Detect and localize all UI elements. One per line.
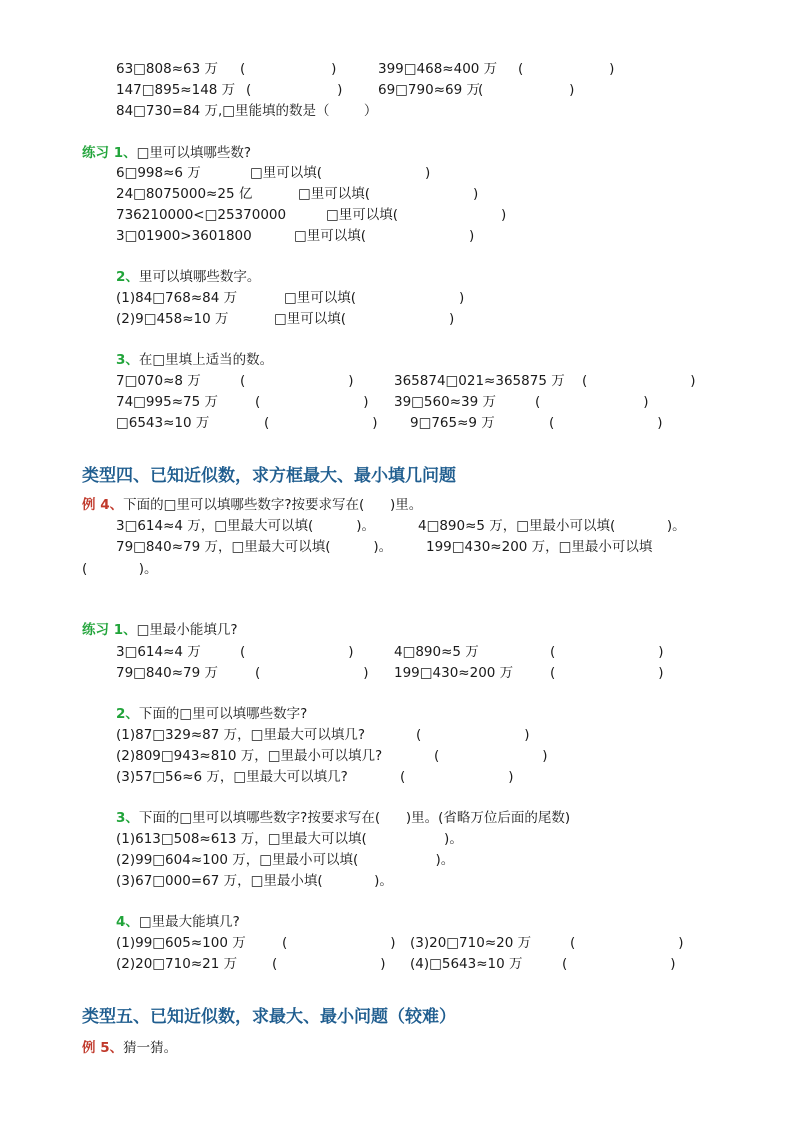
problem-text: 24□8075000≈25 亿 bbox=[116, 186, 253, 202]
exercise-label: 3、 bbox=[116, 810, 139, 826]
exercise-label: 2、 bbox=[116, 706, 139, 722]
exercise-title: □里最小能填几? bbox=[136, 622, 238, 638]
problem-text: (3)20□710≈20 万 bbox=[410, 935, 532, 951]
problem-text: 74□995≈75 万 bbox=[116, 394, 218, 410]
example-title: 下面的□里可以填哪些数字?按要求写在( )里。 bbox=[123, 497, 423, 513]
problem-text: (1)87□329≈87 万，□里最大可以填几? bbox=[116, 727, 366, 743]
problem-text: 4□890≈5 万，□里最小可以填( )。 bbox=[418, 518, 686, 534]
exercise-label: 练习 1、 bbox=[82, 145, 137, 161]
exercise-header bbox=[116, 809, 570, 827]
problem-text: (1)99□605≈100 万 bbox=[116, 935, 246, 951]
exercise-label: 4、 bbox=[116, 914, 139, 930]
exercise-header bbox=[116, 351, 273, 369]
example-header bbox=[82, 1039, 177, 1057]
exercise-label: 练习 1、 bbox=[82, 622, 137, 638]
answer-blank[interactable]: ( ) bbox=[240, 644, 354, 660]
problem-text: 3□01900>3601800 bbox=[116, 228, 252, 244]
exercise-title: 里可以填哪些数字。 bbox=[138, 269, 261, 285]
answer-blank[interactable]: ( ) bbox=[549, 415, 663, 431]
answer-blank[interactable]: ( ) bbox=[478, 82, 575, 98]
problem-text: 147□895≈148 万 bbox=[116, 82, 236, 98]
exercise-title: □里可以填哪些数? bbox=[136, 145, 252, 161]
problem-text: 69□790≈69 万 bbox=[378, 82, 480, 98]
answer-blank[interactable]: ( ) bbox=[282, 935, 396, 951]
answer-blank[interactable]: □里可以填( ) bbox=[294, 228, 475, 244]
exercise-title: 下面的□里可以填哪些数字?按要求写在( )里。(省略万位后面的尾数) bbox=[138, 810, 571, 826]
answer-blank[interactable]: ( ) bbox=[264, 415, 378, 431]
problem-text: 4□890≈5 万 bbox=[394, 644, 479, 660]
answer-blank[interactable]: ( ) bbox=[246, 82, 343, 98]
problem-text: 79□840≈79 万，□里最大可以填( )。 bbox=[116, 539, 393, 555]
problem-text: 3□614≈4 万 bbox=[116, 644, 201, 660]
problem-text: 39□560≈39 万 bbox=[394, 394, 496, 410]
answer-blank[interactable]: ( ) bbox=[240, 61, 337, 77]
problem-text: □6543≈10 万 bbox=[116, 415, 210, 431]
problem-text: 7□070≈8 万 bbox=[116, 373, 201, 389]
exercise-title: □里最大能填几? bbox=[138, 914, 240, 930]
exercise-header bbox=[82, 621, 238, 639]
section-heading: 类型五、已知近似数，求最大、最小问题（较难） bbox=[82, 1007, 456, 1027]
problem-text: 79□840≈79 万 bbox=[116, 665, 218, 681]
problem-text: 199□430≈200 万，□里最小可以填 bbox=[426, 539, 653, 555]
answer-blank[interactable]: ( ) bbox=[400, 769, 514, 785]
answer-blank[interactable]: ( )。 bbox=[82, 561, 158, 577]
exercise-header bbox=[116, 268, 260, 286]
problem-text: (3)67□000=67 万，□里最小填( )。 bbox=[116, 873, 393, 889]
answer-blank[interactable]: ( ) bbox=[240, 373, 354, 389]
answer-blank[interactable]: □里可以填( ) bbox=[298, 186, 479, 202]
answer-blank[interactable]: ( ) bbox=[535, 394, 649, 410]
answer-blank[interactable]: ( ) bbox=[550, 644, 664, 660]
example-title: 猜一猜。 bbox=[123, 1040, 178, 1056]
problem-text: 9□765≈9 万 bbox=[410, 415, 495, 431]
problem-text: (1)613□508≈613 万，□里最大可以填( )。 bbox=[116, 831, 463, 847]
answer-blank[interactable]: ( ) bbox=[582, 373, 696, 389]
answer-blank[interactable]: □里可以填( ) bbox=[274, 311, 455, 327]
exercise-header bbox=[82, 144, 251, 162]
exercise-header bbox=[116, 705, 307, 723]
problem-text: 3□614≈4 万，□里最大可以填( )。 bbox=[116, 518, 376, 534]
problem-text: (2)9□458≈10 万 bbox=[116, 311, 229, 327]
exercise-label: 2、 bbox=[116, 269, 139, 285]
problem-text: 199□430≈200 万 bbox=[394, 665, 514, 681]
exercise-title: 在□里填上适当的数。 bbox=[138, 352, 274, 368]
exercise-label: 3、 bbox=[116, 352, 139, 368]
problem-text: (4)□5643≈10 万 bbox=[410, 956, 523, 972]
example-label: 例 4、 bbox=[82, 497, 124, 513]
answer-blank[interactable]: □里可以填( ) bbox=[284, 290, 465, 306]
example-label: 例 5、 bbox=[82, 1040, 124, 1056]
problem-text: 365874□021≈365875 万 bbox=[394, 373, 565, 389]
answer-blank[interactable]: ( ) bbox=[255, 665, 369, 681]
problem-text: (3)57□56≈6 万，□里最大可以填几? bbox=[116, 769, 348, 785]
exercise-title: 下面的□里可以填哪些数字? bbox=[138, 706, 308, 722]
answer-blank[interactable]: □里可以填( ) bbox=[250, 165, 431, 181]
answer-blank[interactable]: ( ) bbox=[434, 748, 548, 764]
problem-text: 63□808≈63 万 bbox=[116, 61, 218, 77]
problem-text: 84□730=84 万,□里能填的数是（ ） bbox=[116, 103, 378, 119]
answer-blank[interactable]: ( ) bbox=[570, 935, 684, 951]
answer-blank[interactable]: ( ) bbox=[550, 665, 664, 681]
problem-text: (2)809□943≈810 万，□里最小可以填几? bbox=[116, 748, 383, 764]
exercise-header bbox=[116, 913, 240, 931]
problem-text: 736210000<□25370000 bbox=[116, 207, 287, 223]
problem-text: 399□468≈400 万 bbox=[378, 61, 498, 77]
answer-blank[interactable]: ( ) bbox=[416, 727, 530, 743]
example-header bbox=[82, 496, 422, 514]
answer-blank[interactable]: ( ) bbox=[272, 956, 386, 972]
problem-text: (2)99□604≈100 万，□里最小可以填( )。 bbox=[116, 852, 455, 868]
answer-blank[interactable]: ( ) bbox=[562, 956, 676, 972]
answer-blank[interactable]: ( ) bbox=[255, 394, 369, 410]
problem-text: (1)84□768≈84 万 bbox=[116, 290, 238, 306]
problem-text: (2)20□710≈21 万 bbox=[116, 956, 238, 972]
problem-text: 6□998≈6 万 bbox=[116, 165, 201, 181]
answer-blank[interactable]: ( ) bbox=[518, 61, 615, 77]
answer-blank[interactable]: □里可以填( ) bbox=[326, 207, 507, 223]
section-heading: 类型四、已知近似数，求方框最大、最小填几问题 bbox=[82, 466, 456, 486]
